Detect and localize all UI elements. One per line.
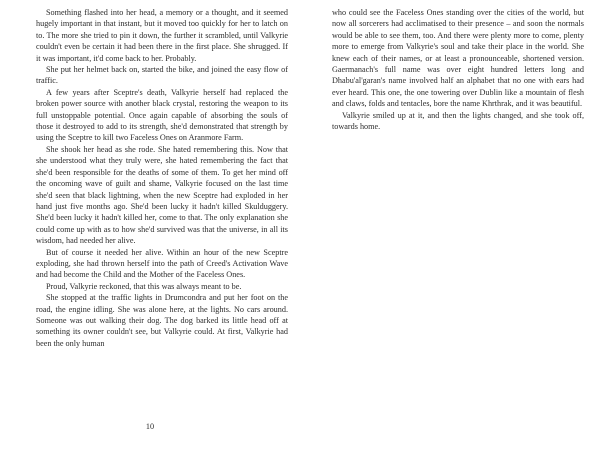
left-page-text <box>36 7 288 349</box>
paragraph: Proud, Valkyrie reckoned, that this was always meant to be. <box>46 281 242 291</box>
paragraph: She shook her head as she rode. She hated remembering this. Now that she understood what they truly were, she hated remembering the fact that she'd been responsible for the deaths of some of them. To get her mind off the oncoming wave of guilt and shame, Valkyrie focused on the last time she'd seen that black lightning, when the new Sceptre had exploded in her hand just five months ago. She'd been lucky it hadn't killed Skulduggery. She'd been lucky it hadn't killed her, come to that. The only explanation she could come up with as to how she'd survived was that the universe, in all its wisdom, had needed her alive. <box>36 144 288 246</box>
paragraph: She stopped at the traffic lights in Drumcondra and put her foot on the road, the engine idling. She was alone here, at the lights. No cars around. Someone was out walking their dog. The dog barked its little head off at something its owner couldn't see, but Valkyrie could. At first, Valkyrie had been the only human <box>36 293 288 348</box>
paragraph: Valkyrie smiled up at it, and then the lights changed, and she took off, towards home. <box>332 110 584 132</box>
paragraph: But of course it needed her alive. Within an hour of the new Sceptre exploding, she had thrown herself into the path of Creed's Activation Wave and had become the Child and the Mother of the Faceless Ones. <box>36 247 288 280</box>
paragraph: who could see the Faceless Ones standing over the cities of the world, but now all sorcerers had acclimatised to their presence – and soon the normals would be able to see them, too. And there were plenty more to come, plenty more to emerge from Valkyrie's soul and take their place in the world. She knew each of their names, or at least a pronounceable, shortened version. Gaermanach's full name was over eight hundred letters long and Dhabu'al'garan's name involved half an alphabet that no one with ears had ever heard. This one, the one towering over Dublin like a mountain of flesh and claws, folds and tentacles, bore the name Khrthrak, and it was beautiful. <box>332 8 584 109</box>
right-page <box>300 0 600 460</box>
paragraph: She put her helmet back on, started the bike, and joined the easy flow of traffic. <box>36 65 288 86</box>
paragraph: A few years after Sceptre's death, Valkyrie herself had replaced the broken power source with another black crystal, restoring the weapon to its full unstoppable potential. Once again capable of absorbing the souls of those it destroyed to add to its strength, she'd demonstrated that strength by using the Sceptre to kill two Faceless Ones on Aranmore Farm. <box>36 87 288 143</box>
page-number: 10 <box>145 422 155 431</box>
paragraph: Something flashed into her head, a memory or a thought, and it seemed hugely important in that instant, but it moved too quickly for her to latch on to. The more she tried to pin it down, the further it scrambled, until Valkyrie couldn't even be certain it had been there in the first place. She shrugged. If it was important, it'd come back to her. Probably. <box>36 8 288 63</box>
right-page-text <box>332 7 584 132</box>
